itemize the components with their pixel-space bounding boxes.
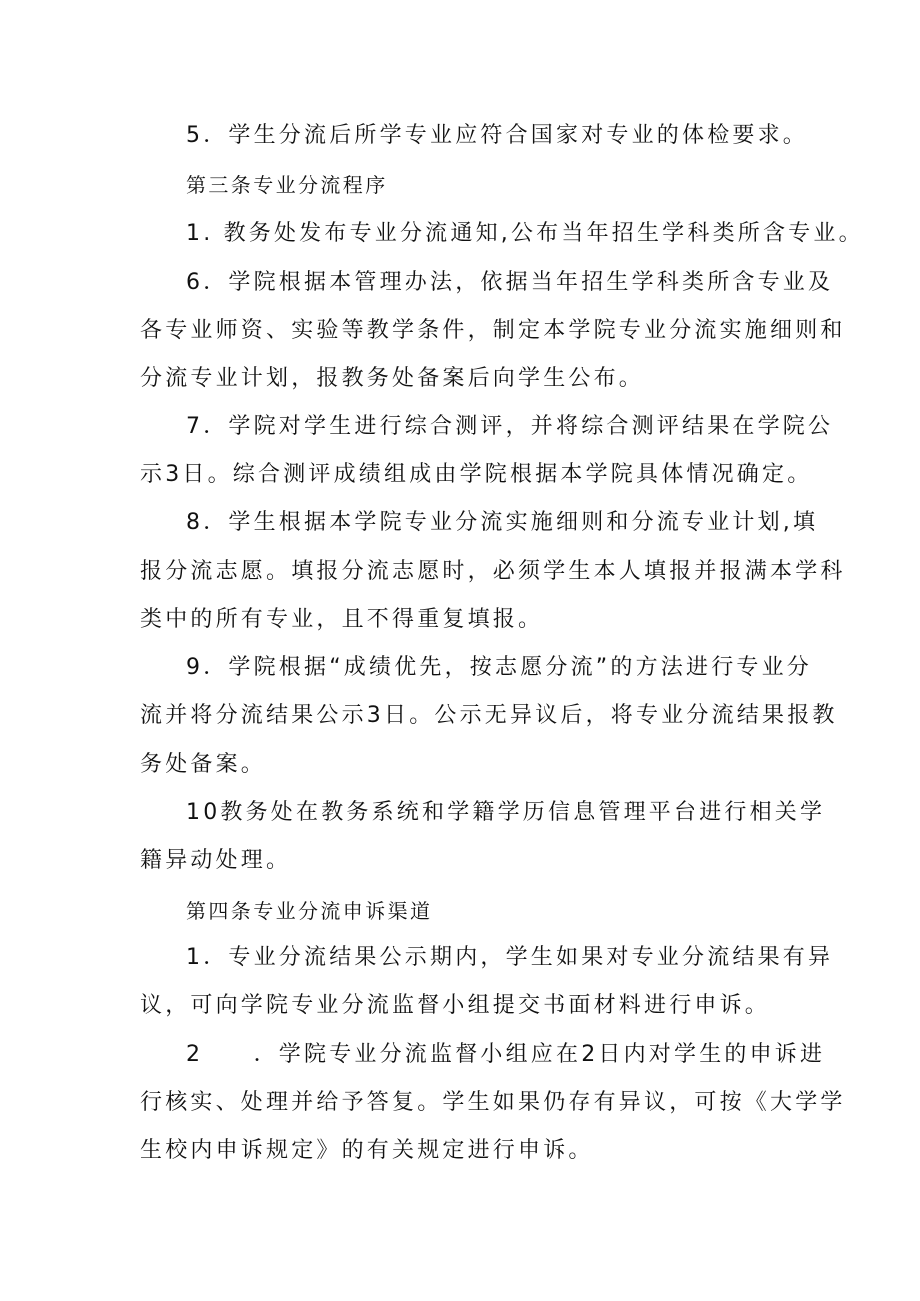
step-9-line-2: 流并将分流结果公示3日。公示无异议后，将专业分流结果报教 xyxy=(140,703,838,728)
step-1-notice: 1. 教务处发布专业分流通知,公布当年招生学科类所含专业。 xyxy=(186,221,864,246)
article-4-heading: 第四条专业分流申诉渠道 xyxy=(186,899,433,923)
step-7-line-1: 7．学院对学生进行综合测评，并将综合测评结果在学院公 xyxy=(186,414,834,439)
article-3-heading: 第三条专业分流程序 xyxy=(186,173,388,197)
appeal-1-line-1: 1．专业分流结果公示期内，学生如果对专业分流结果有异 xyxy=(186,945,834,970)
item-5-body-check: 5．学生分流后所学专业应符合国家对专业的体检要求。 xyxy=(186,123,808,148)
step-10-line-2: 籍异动处理。 xyxy=(140,848,292,873)
appeal-1-line-2: 议，可向学院专业分流监督小组提交书面材料进行申诉。 xyxy=(140,993,771,1018)
step-7-line-2: 示3日。综合测评成绩组成由学院根据本学院具体情况确定。 xyxy=(140,462,813,487)
step-8-line-1: 8．学生根据本学院专业分流实施细则和分流专业计划,填 xyxy=(186,510,819,535)
appeal-2-line-2: 行核实、处理并给予答复。学生如果仍存有异议，可按《大学学 xyxy=(140,1090,846,1115)
appeal-2-line-1: 2 ．学院专业分流监督小组应在2日内对学生的申诉进 xyxy=(186,1042,826,1067)
step-8-line-2: 报分流志愿。填报分流志愿时，必须学生本人填报并报满本学科 xyxy=(140,559,846,584)
step-10-line-1: 10教务处在教务系统和学籍学历信息管理平台进行相关学 xyxy=(186,800,826,825)
step-6-line-1: 6．学院根据本管理办法，依据当年招生学科类所含专业及 xyxy=(186,270,834,295)
step-9-line-1: 9．学院根据“成绩优先，按志愿分流”的方法进行专业分 xyxy=(186,655,812,680)
step-6-line-2: 各专业师资、实验等教学条件，制定本学院专业分流实施细则和 xyxy=(140,318,846,343)
appeal-2-line-3: 生校内申诉规定》的有关规定进行申诉。 xyxy=(140,1138,594,1163)
step-8-line-3: 类中的所有专业，且不得重复填报。 xyxy=(140,607,544,632)
step-6-line-3: 分流专业计划，报教务处备案后向学生公布。 xyxy=(140,366,645,391)
step-9-line-3: 务处备案。 xyxy=(140,752,267,777)
